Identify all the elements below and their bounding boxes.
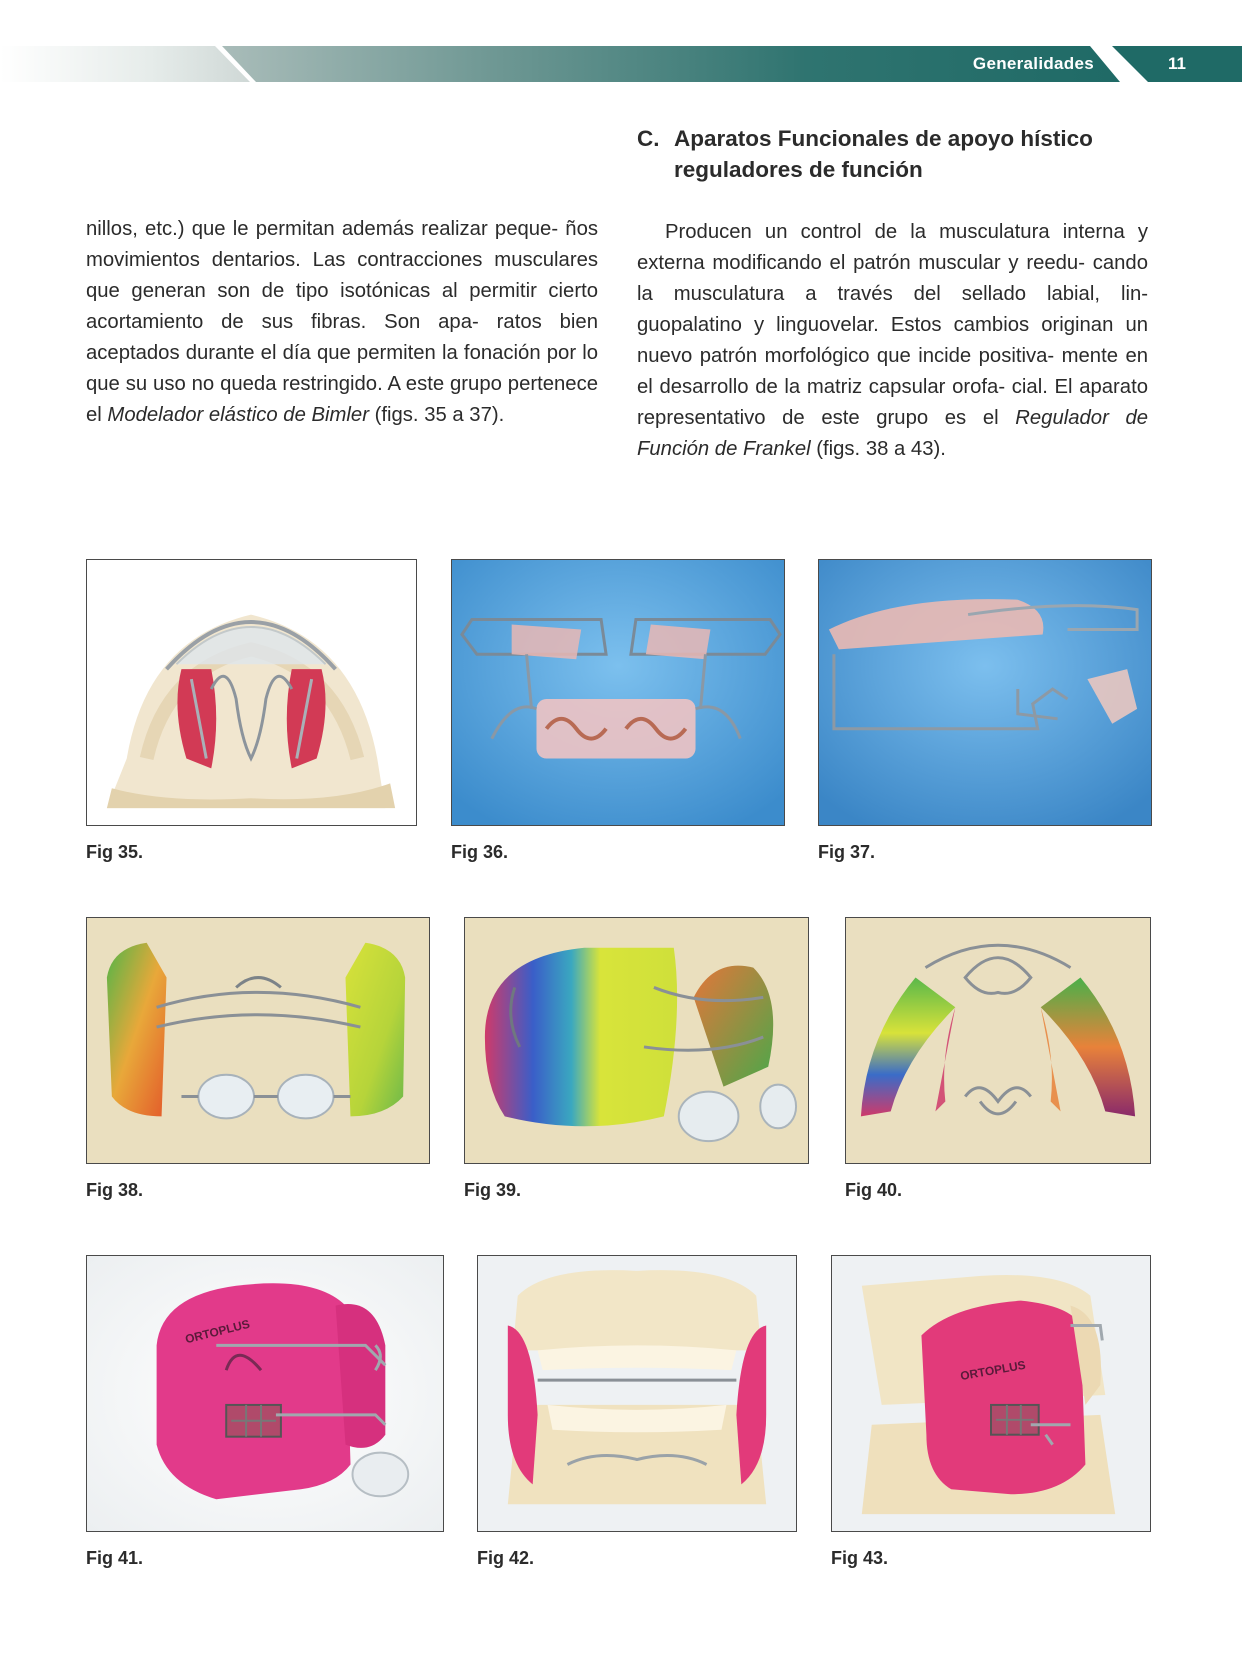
figure-39-caption: Fig 39. — [464, 1180, 522, 1200]
section-heading — [637, 123, 1157, 185]
left-column-text — [86, 214, 598, 431]
figure-41-photo — [86, 1255, 444, 1532]
brand-text-43: ORTOPLUS — [959, 1357, 1027, 1384]
figure-38-photo — [86, 917, 430, 1164]
brand-text-41: ORTOPLUS — [183, 1316, 252, 1347]
figure-35-photo — [86, 559, 417, 826]
figure-36-photo — [451, 559, 785, 826]
figure-42-caption: Fig 42. — [477, 1548, 535, 1568]
figure-41-caption: Fig 41. — [86, 1548, 144, 1568]
right-column-text — [637, 217, 1148, 465]
figure-40-caption: Fig 40. — [845, 1180, 903, 1200]
figure-36-caption: Fig 36. — [451, 842, 509, 862]
figure-43-photo — [831, 1255, 1151, 1532]
header-fade-band — [0, 46, 250, 82]
figure-43-caption: Fig 43. — [831, 1548, 889, 1568]
section-letter: C. — [637, 126, 660, 151]
page-header — [0, 46, 1242, 82]
text-paragraph: Producen un control de la musculatura interna y externa modificando el patrón muscular y reedu- cando la musculatura a través del sellado labial, lin- guopalatino y linguovelar. Estos cambios originan un nuevo patrón morfológico que incide positiva- mente en el desarrollo de la matriz capsular orofa- cial. El aparato representativo de este grupo es el Regulador de Función de Frankel (figs. 38 a 43). — [637, 221, 1149, 460]
figure-39-photo — [464, 917, 809, 1164]
figure-40-photo — [845, 917, 1151, 1164]
figure-42-photo — [477, 1255, 797, 1532]
figure-37-caption: Fig 37. — [818, 842, 876, 862]
figure-37-photo — [818, 559, 1152, 826]
section-title-line1: Aparatos Funcionales de apoyo hístico — [674, 126, 1093, 151]
section-title-line2: reguladores de función — [674, 157, 923, 182]
figure-38-caption: Fig 38. — [86, 1180, 144, 1200]
page-number: 11 — [1168, 54, 1186, 73]
header-section-title: Generalidades — [972, 54, 1094, 73]
figure-35-caption: Fig 35. — [86, 842, 144, 862]
text-line: nillos, etc.) que le permitan además realizar peque- ños movimientos dentarios. Las contracciones musculares que generan son de tipo isotónicas al permitir cierto acortamiento de sus fibras. Son apa- ratos bien aceptados durante el día que permiten la fonación por lo que su uso no queda restringido. A este grupo pertenece el Modelador elástico de Bimler (figs. 35 a 37). — [86, 218, 599, 426]
